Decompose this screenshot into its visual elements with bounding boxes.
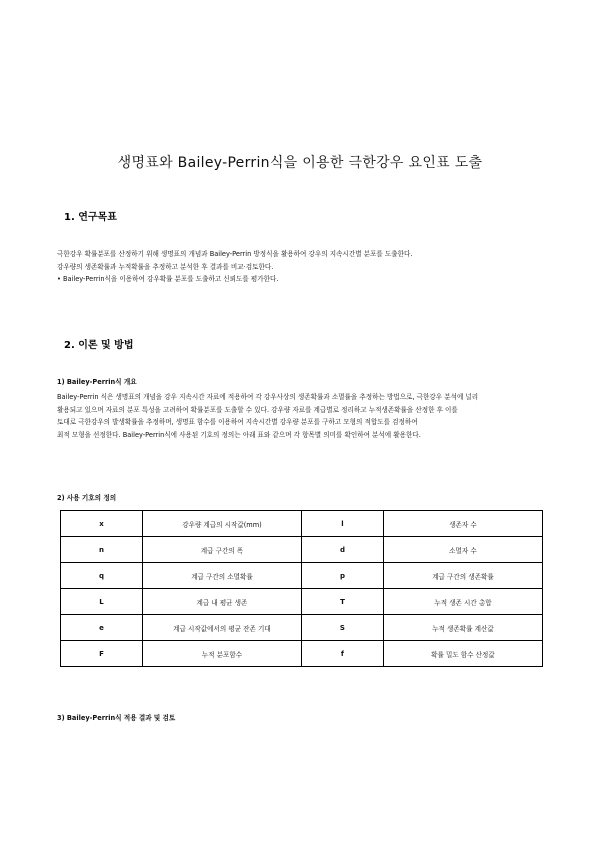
table-cell: F (61, 641, 143, 667)
subsection-1-heading: 1) Bailey-Perrin식 개요 (57, 378, 137, 386)
table-cell: 확률 밀도 함수 산정값 (383, 641, 542, 667)
table-cell: T (301, 589, 383, 615)
table-cell: e (61, 615, 143, 641)
table-cell: 계급 구간의 생존확률 (383, 563, 542, 589)
table-row (61, 563, 543, 589)
table-cell: l (301, 511, 383, 537)
table-cell: 생존자 수 (383, 511, 542, 537)
body-line: 극한강우 확률분포를 산정하기 위해 생명표의 개념과 Bailey-Perrin 방정식을 활용하여 강우의 지속시간별 분포를 도출한다. (57, 250, 413, 258)
table-cell: 강우량 계급의 시작값(mm) (142, 511, 301, 537)
table-cell: 계급 구간의 폭 (142, 537, 301, 563)
table-cell: 누적 생존 시간 총합 (383, 589, 542, 615)
body-line: 강우량의 생존확률과 누적확률을 추정하고 분석한 후 결과를 비교·검토한다. (57, 262, 274, 271)
subsection-1-body (57, 391, 545, 441)
table-cell: n (61, 537, 143, 563)
table-row (61, 589, 543, 615)
table-cell: f (301, 641, 383, 667)
table-cell: 계급 시작값에서의 평균 잔존 기대 (142, 615, 301, 641)
symbol-definition-table (60, 510, 543, 667)
table-row (61, 641, 543, 667)
table-row (61, 615, 543, 641)
table-cell: 계급 구간의 소멸확률 (142, 563, 301, 589)
table-cell: d (301, 537, 383, 563)
table-cell: x (61, 511, 143, 537)
section-1-body (57, 248, 545, 286)
table-cell: 누적 생존확률 계산값 (383, 615, 542, 641)
table-caption: 2) 사용 기호의 정의 (57, 494, 117, 502)
table-cell: 누적 분포함수 (142, 641, 301, 667)
section-2-heading: 2. 이론 및 방법 (64, 340, 134, 351)
body-line: 토대로 극한강우의 발생확률을 추정하며, 생명표 함수를 이용하여 지속시간별 강우량 분포를 구하고 모형의 적합도를 검정하여 (57, 418, 418, 426)
section-1-heading: 1. 연구목표 (64, 212, 117, 223)
document-title: 생명표와 Bailey-Perrin식을 이용한 극한강우 요인표 도출 (117, 155, 483, 171)
subsection-3-heading: 3) Bailey-Perrin식 적용 결과 및 검토 (57, 714, 176, 722)
table-cell: q (61, 563, 143, 589)
table-row (61, 511, 543, 537)
body-line: Bailey-Perrin 식은 생명표의 개념을 강우 지속시간 자료에 적용하여 각 강우사상의 생존확률과 소멸률을 추정하는 방법으로, 극한강우 분석에 널리 (57, 393, 479, 401)
body-line: • Bailey-Perrin식을 이용하여 강우확률 분포를 도출하고 신뢰도를 평가한다. (57, 275, 279, 283)
table-cell: S (301, 615, 383, 641)
table-row (61, 537, 543, 563)
table-cell: p (301, 563, 383, 589)
table-cell: 소멸자 수 (383, 537, 542, 563)
body-line: 최적 모형을 선정한다. Bailey-Perrin식에 사용된 기호의 정의는 아래 표와 같으며 각 항목별 의미를 확인하여 분석에 활용한다. (57, 430, 421, 439)
body-line: 활용되고 있으며 자료의 분포 특성을 고려하여 확률분포를 도출할 수 있다. 강우량 자료를 계급별로 정리하고 누적생존확률을 산정한 후 이를 (57, 405, 458, 414)
table-cell: 계급 내 평균 생존 (142, 589, 301, 615)
table-cell: L (61, 589, 143, 615)
